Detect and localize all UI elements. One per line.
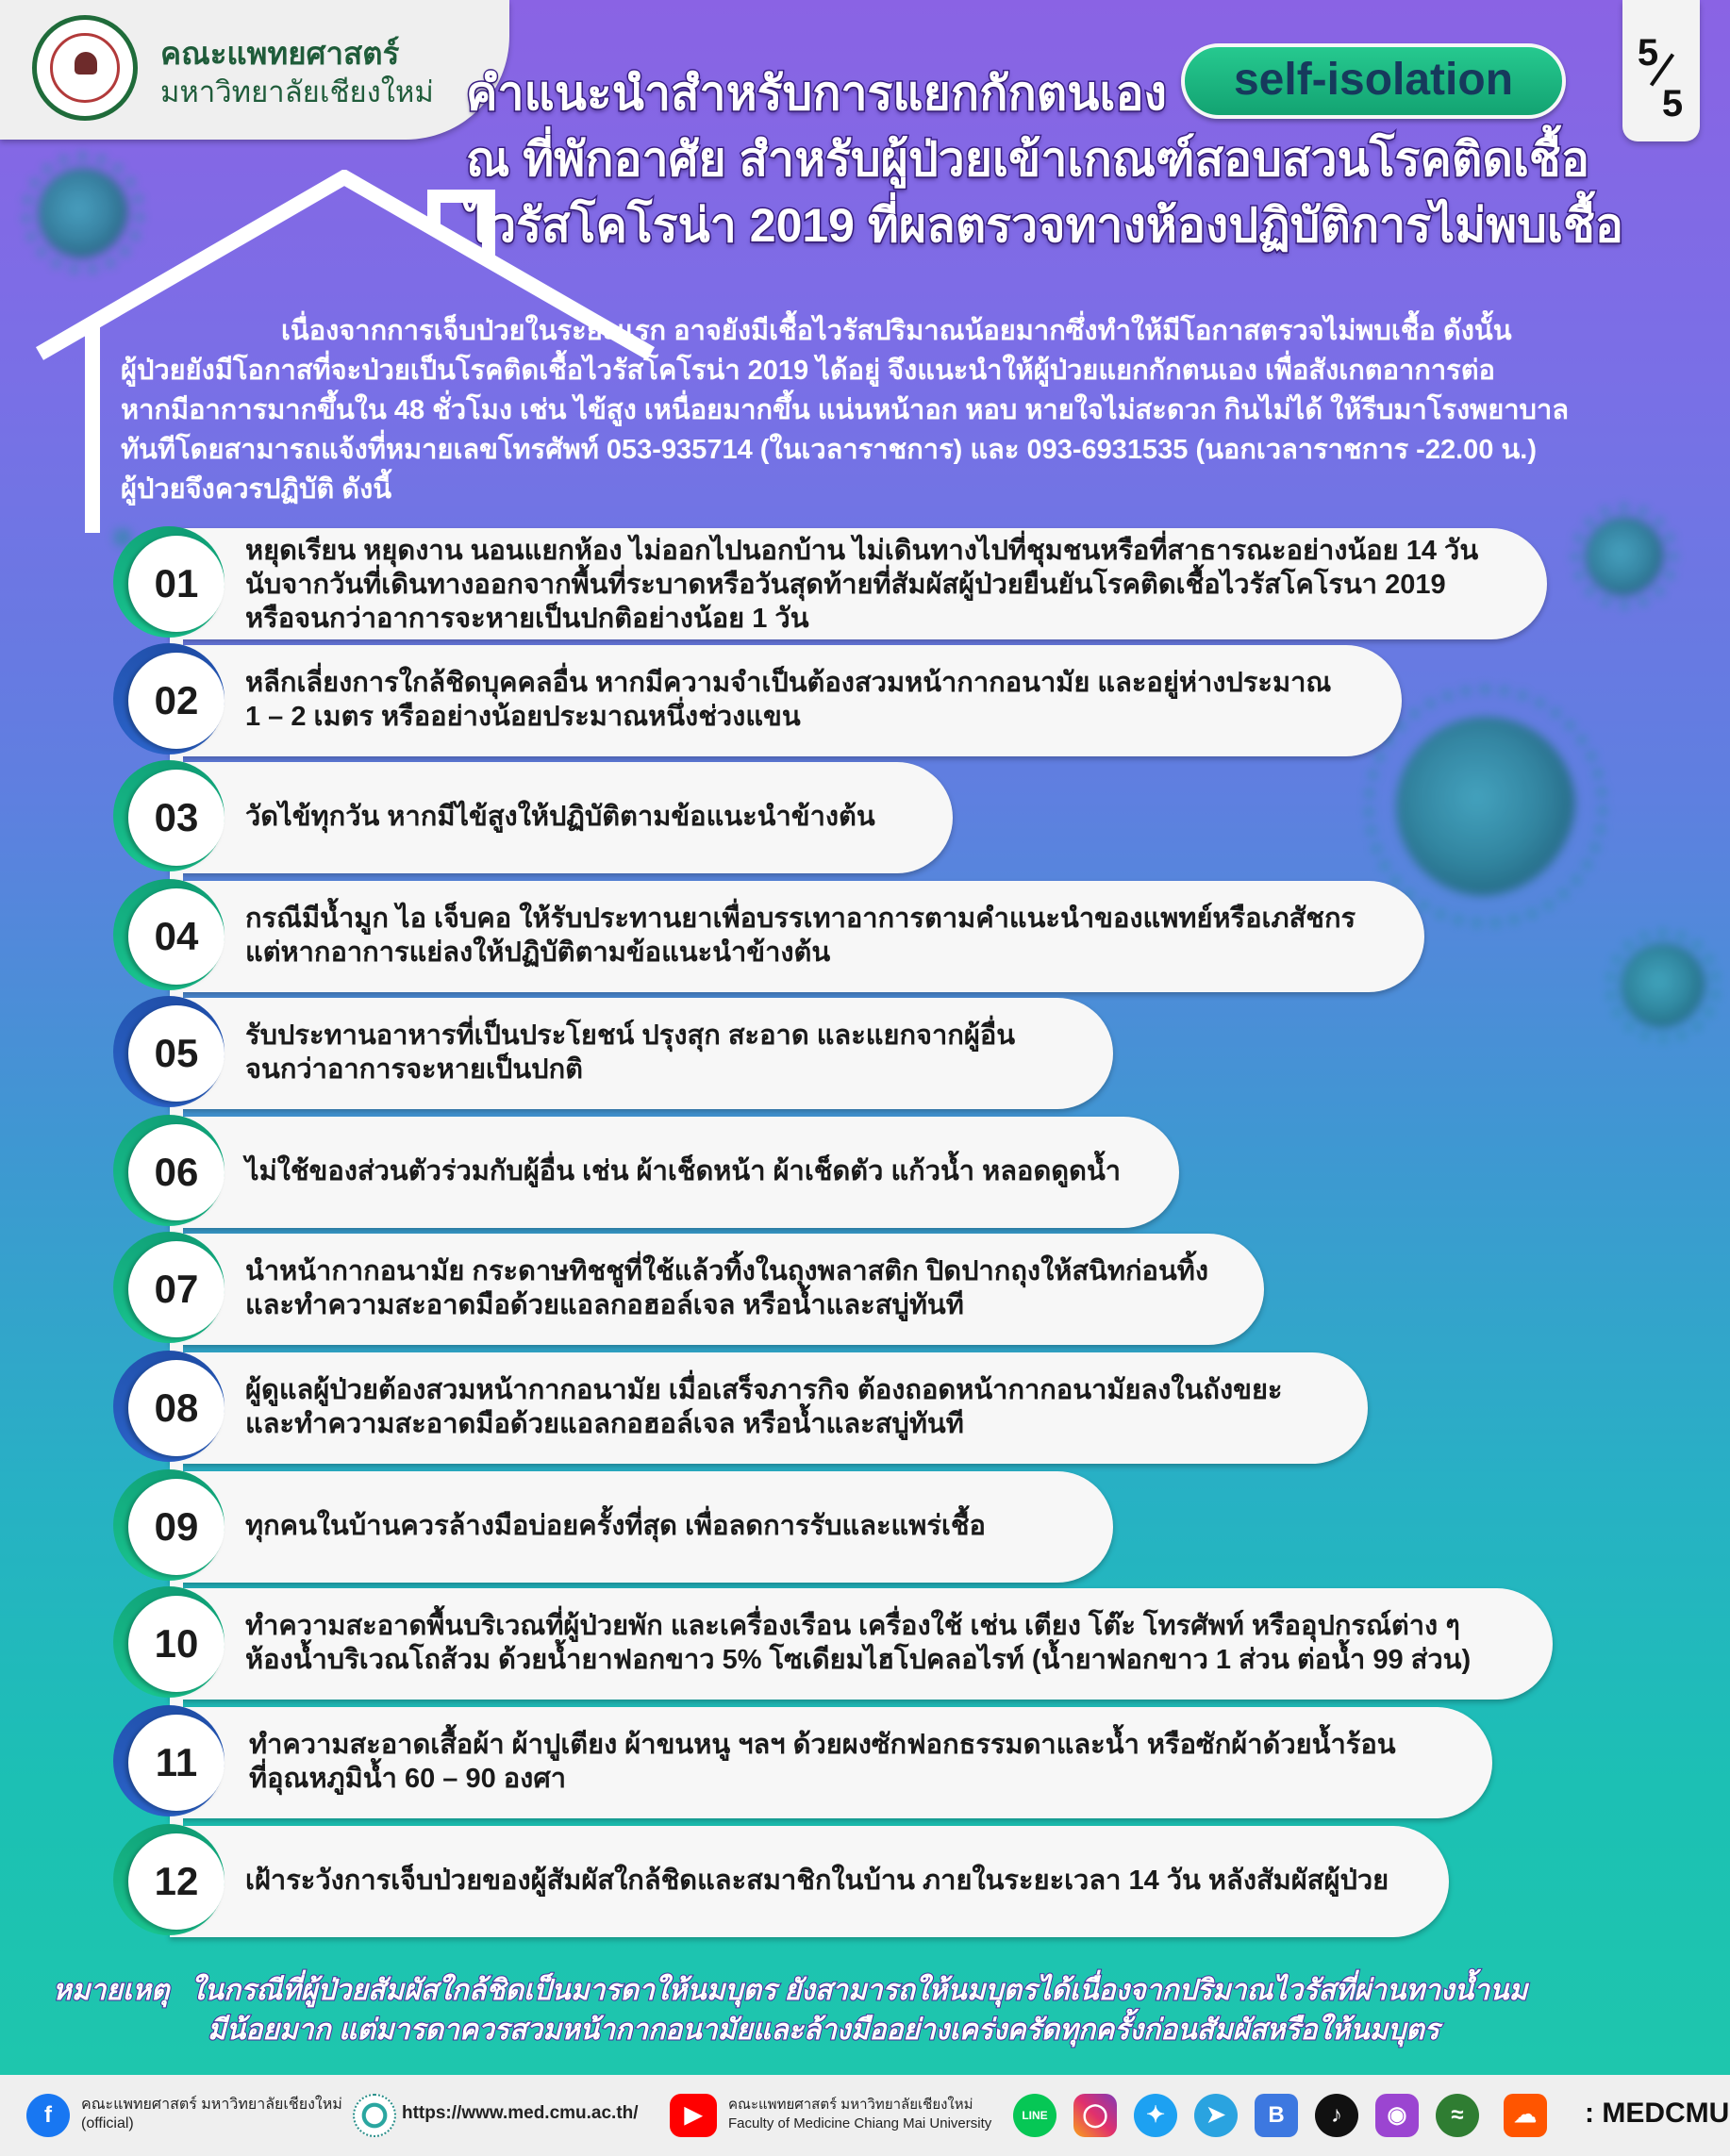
item-text: รับประทานอาหารที่เป็นประโยชน์ ปรุงสุก สะอาด และแยกจากผู้อื่น — [245, 1020, 1016, 1051]
footer-bar — [0, 2075, 1730, 2156]
podcast-icon[interactable]: ◉ — [1375, 2094, 1419, 2137]
intro-line: หากมีอาการมากขึ้นใน 48 ชั่วโมง เช่น ไข้สูง เหนื่อยมากขึ้น แน่นหน้าอก หอบ หายใจไม่สะดวก กินไม่ได้ ให้รีบมาโรงพยาบาล — [121, 395, 1570, 425]
item-text: 1 – 2 เมตร หรืออย่างน้อยประมาณหนึ่งช่วงแขน — [245, 702, 801, 732]
intro-paragraph — [121, 311, 1705, 509]
item-number: 05 — [154, 1031, 199, 1075]
footnote — [53, 1971, 1694, 2050]
item-text: ทำความสะอาดพื้นบริเวณที่ผู้ป่วยพัก และเครื่องเรือน เครื่องใช้ เช่น เตียง โต๊ะ โทรศัพท์ หรืออุปกรณ์ต่าง ๆ — [245, 1611, 1460, 1641]
virus-decoration — [1585, 517, 1664, 596]
intro-line: เนื่องจากการเจ็บป่วยในระยะแรก อาจยังมีเชื้อไวรัสปริมาณน้อยมากซึ่งทำให้มีโอกาสตรวจไม่พบเชื้อ ดังนั้น — [281, 316, 1512, 346]
item-text: ที่อุณหภูมิน้ำ 60 – 90 องศา — [249, 1764, 567, 1794]
item-number: 03 — [154, 795, 199, 839]
soundcloud-icon[interactable]: ☁ — [1504, 2094, 1547, 2137]
title-line1: คำแนะนำสำหรับการแยกกักตนเอง — [466, 67, 1167, 120]
website-link[interactable]: https://www.med.cmu.ac.th/ — [402, 2103, 639, 2123]
virus-decoration — [1396, 717, 1575, 896]
tiktok-icon[interactable]: ♪ — [1315, 2094, 1358, 2137]
item-text: ห้องน้ำบริเวณโถส้วม ด้วยน้ำยาฟอกขาว 5% โซเดียมไฮโปคลอไรท์ (น้ำยาฟอกขาว 1 ส่วน ต่อน้ำ 99 ส่วน) — [245, 1645, 1472, 1675]
youtube-channel-name[interactable]: คณะแพทยศาสตร์ มหาวิทยาลัยเชียงใหม่ Faculty of Medicine Chiang Mai University — [728, 2097, 992, 2131]
item-number: 10 — [154, 1621, 199, 1666]
faculty-logo — [32, 15, 138, 121]
intro-line: ผู้ป่วยยังมีโอกาสที่จะป่วยเป็นโรคติดเชื้อไวรัสโคโรน่า 2019 ได้อยู่ จึงแนะนำให้ผู้ป่วยแยกกักตนเอง เพื่อสังเกตอาการต่อ — [121, 356, 1495, 386]
item-number: 12 — [154, 1859, 199, 1903]
twitter-icon[interactable]: ✦ — [1134, 2094, 1177, 2137]
virus-decoration — [1621, 943, 1705, 1028]
item-number: 11 — [155, 1740, 198, 1784]
line-icon[interactable]: LINE — [1013, 2094, 1056, 2137]
blockdit-icon[interactable]: B — [1255, 2094, 1298, 2137]
item-number: 04 — [154, 914, 199, 958]
page-total: 5 — [1661, 83, 1684, 124]
item-text: ไม่ใช้ของส่วนตัวร่วมกับผู้อื่น เช่น ผ้าเช็ดหน้า ผ้าเช็ดตัว แก้วน้ำ หลอดดูดน้ำ — [245, 1156, 1122, 1186]
radio-icon[interactable]: ≈ — [1436, 2094, 1479, 2137]
title-line3: ไวรัสโคโรน่า 2019 ที่ผลตรวจทางห้องปฏิบัติการไม่พบเชื้อ — [466, 199, 1623, 252]
footnote-line: ในกรณีที่ผู้ป่วยสัมผัสใกล้ชิดเป็นมารดาให้นมบุตร ยังสามารถให้นมบุตรได้เนื่องจากปริมาณไวรัสที่ผ่านทางน้ำนม — [190, 1975, 1528, 2006]
self-isolation-badge: self-isolation — [1181, 43, 1566, 119]
org-name-line1: คณะแพทยศาสตร์ — [160, 36, 400, 71]
item-text: ทำความสะอาดเสื้อผ้า ผ้าปูเตียง ผ้าขนหนู ฯลฯ ด้วยผงซักฟอกธรรมดาและน้ำ หรือซักผ้าด้วยน้ำร้อน — [249, 1730, 1396, 1760]
item-text: หรือจนกว่าอาการจะหายเป็นปกติอย่างน้อย 1 วัน — [245, 604, 809, 634]
title-line2: ณ ที่พักอาศัย สำหรับผู้ป่วยเข้าเกณฑ์สอบสวนโรคติดเชื้อ — [466, 133, 1589, 186]
item-number: 02 — [154, 678, 199, 722]
telegram-icon[interactable]: ➤ — [1194, 2094, 1238, 2137]
page-current: 5 — [1637, 32, 1659, 74]
intro-line: ผู้ป่วยจึงควรปฏิบัติ ดังนี้ — [121, 474, 392, 505]
footnote-line: มีน้อยมาก แต่มารดาควรสวมหน้ากากอนามัยและล้างมืออย่างเคร่งครัดทุกครั้งก่อนสัมผัสหรือให้นมบุตร — [208, 2015, 1439, 2046]
youtube-icon[interactable]: ▶ — [670, 2094, 717, 2137]
item-text: กรณีมีน้ำมูก ไอ เจ็บคอ ให้รับประทานยาเพื่อบรรเทาอาการตามคำแนะนำของแพทย์หรือเภสัชกร — [245, 904, 1356, 934]
item-number: 01 — [154, 561, 199, 605]
item-text: และทำความสะอาดมือด้วยแอลกอฮอล์เจล หรือน้ำและสบู่ทันที — [245, 1409, 964, 1439]
header-logo-panel — [0, 0, 509, 140]
page-indicator — [1622, 0, 1700, 141]
org-name-line2: มหาวิทยาลัยเชียงใหม่ — [160, 75, 434, 108]
item-number: 08 — [154, 1385, 199, 1430]
item-text: นำหน้ากากอนามัย กระดาษทิชชูที่ใช้แล้วทิ้งในถุงพลาสติก ปิดปากถุงให้สนิทก่อนทิ้ง — [245, 1256, 1209, 1286]
item-text: หยุดเรียน หยุดงาน นอนแยกห้อง ไม่ออกไปนอกบ้าน ไม่เดินทางไปที่ชุมชนหรือที่สาธารณะอย่างน้อย 14 วัน — [245, 536, 1479, 566]
intro-line: ทันทีโดยสามารถแจ้งที่หมายเลขโทรศัพท์ 053-935714 (ในเวลาราชการ) และ 093-6931535 (นอกเวลาราชการ -22.00 น.) — [121, 435, 1538, 465]
item-text: แต่หากอาการแย่ลงให้ปฏิบัติตามข้อแนะนำข้างต้น — [245, 937, 831, 968]
footnote-label: หมายเหตุ — [53, 1975, 170, 2006]
social-handle: : MEDCMU — [1585, 2098, 1730, 2129]
item-text: นับจากวันที่เดินทางออกจากพื้นที่ระบาดหรือวันสุดท้ายที่สัมผัสผู้ป่วยยืนยันโรคติดเชื้อไวรัสโคโรนา 2019 — [245, 570, 1446, 600]
item-text: ผู้ดูแลผู้ป่วยต้องสวมหน้ากากอนามัย เมื่อเสร็จภารกิจ ต้องถอดหน้ากากอนามัยลงในถังขยะ — [245, 1375, 1283, 1405]
website-icon[interactable] — [353, 2094, 396, 2137]
item-text: และทำความสะอาดมือด้วยแอลกอฮอล์เจล หรือน้ำและสบู่ทันที — [245, 1290, 964, 1320]
item-number: 09 — [154, 1504, 199, 1549]
item-text: หลีกเลี่ยงการใกล้ชิดบุคคลอื่น หากมีความจำเป็นต้องสวมหน้ากากอนามัย และอยู่ห่างประมาณ — [245, 668, 1332, 698]
facebook-icon[interactable]: f — [26, 2094, 70, 2137]
item-text: เฝ้าระวังการเจ็บป่วยของผู้สัมผัสใกล้ชิดและสมาชิกในบ้าน ภายในระยะเวลา 14 วัน หลังสัมผัสผู้ป่วย — [245, 1866, 1389, 1896]
item-text: ทุกคนในบ้านควรล้างมือบ่อยครั้งที่สุด เพื่อลดการรับและแพร่เชื้อ — [245, 1511, 986, 1541]
instagram-icon[interactable]: ◯ — [1073, 2094, 1117, 2137]
item-text: จนกว่าอาการจะหายเป็นปกติ — [245, 1054, 583, 1085]
item-number: 06 — [154, 1150, 199, 1194]
facebook-page-name[interactable]: คณะแพทยศาสตร์ มหาวิทยาลัยเชียงใหม่ (official) — [81, 2097, 342, 2131]
item-number: 07 — [154, 1267, 199, 1311]
item-text: วัดไข้ทุกวัน หากมีไข้สูงให้ปฏิบัติตามข้อแนะนำข้างต้น — [245, 802, 875, 832]
